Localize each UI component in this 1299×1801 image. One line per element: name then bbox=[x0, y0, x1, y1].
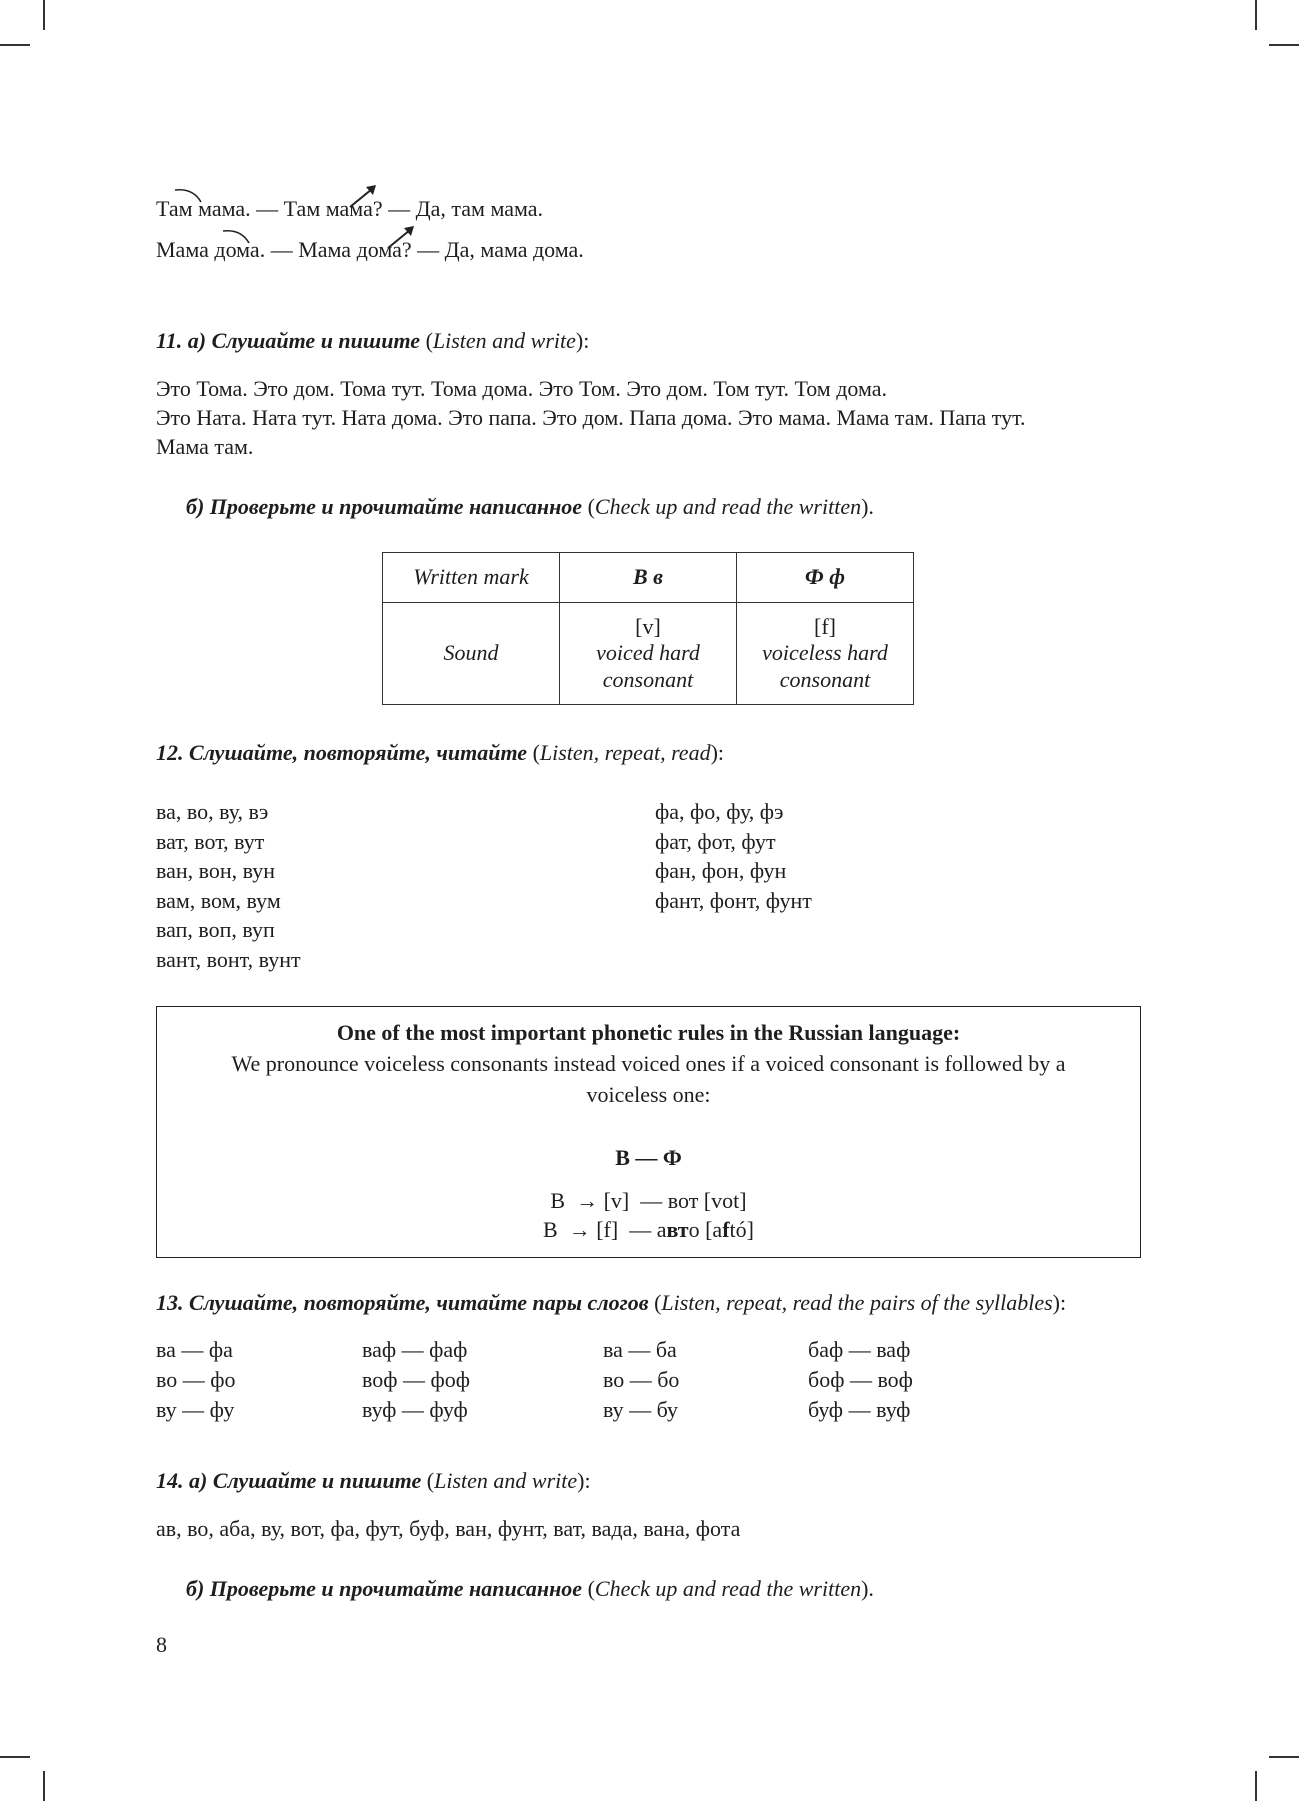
crop-mark bbox=[43, 0, 45, 30]
list-item: ву — бу bbox=[603, 1397, 678, 1422]
list-item: вант, вонт, вунт bbox=[156, 946, 301, 972]
list-item: фант, фонт, фунт bbox=[655, 887, 812, 913]
rule-example: В → [f] — авто [aftó] bbox=[543, 1217, 754, 1242]
exercise-11-title: 11. а) Слушайте и пишите (Listen and write): bbox=[156, 328, 590, 353]
exercise-11-text-line: Это Ната. Ната тут. Ната дома. Это папа. Это дом. Папа дома. Это мама. Мама там. Папа тут. bbox=[156, 405, 1026, 430]
page-number: 8 bbox=[156, 1632, 167, 1657]
falling-intonation-icon bbox=[171, 186, 211, 206]
list-item: во — фо bbox=[156, 1367, 236, 1392]
list-item: ву — фу bbox=[156, 1397, 235, 1422]
list-item: боф — воф bbox=[808, 1367, 913, 1392]
list-item: ват, вот, вут bbox=[156, 828, 265, 854]
list-item: фан, фон, фун bbox=[655, 858, 787, 883]
exercise-11-text-line: Это Тома. Это дом. Тома тут. Тома дома. Это Том. Это дом. Том тут. Том дома. bbox=[156, 376, 888, 401]
crop-mark bbox=[43, 1771, 45, 1801]
list-item: ва, во, ву, вэ bbox=[156, 799, 269, 824]
crop-mark bbox=[1255, 0, 1257, 30]
exercise-14-title: 14. а) Слушайте и пишите (Listen and write): bbox=[156, 1468, 591, 1493]
phonetic-rule-box bbox=[156, 1006, 1141, 1258]
crop-mark bbox=[1269, 44, 1299, 46]
list-item: ва — ба bbox=[603, 1337, 677, 1362]
falling-intonation-icon bbox=[219, 227, 259, 247]
list-item: вуф — фуф bbox=[362, 1397, 468, 1422]
exercise-13-column-4 bbox=[808, 1335, 913, 1425]
crop-mark bbox=[0, 1756, 30, 1758]
list-item: вам, вом, вум bbox=[156, 887, 281, 913]
list-item: во — бо bbox=[603, 1367, 680, 1392]
list-item: баф — ваф bbox=[808, 1337, 911, 1362]
list-item: буф — вуф bbox=[808, 1397, 911, 1422]
exercise-12-right-column bbox=[655, 797, 812, 915]
exercise-14b-title: б) Проверьте и прочитайте написанное (Check up and read the written). bbox=[186, 1576, 874, 1601]
table-letter-f: Ф ф bbox=[737, 553, 914, 603]
exercise-11b-title: б) Проверьте и прочитайте написанное (Check up and read the written). bbox=[186, 494, 874, 519]
exercise-13-title: 13. Слушайте, повторяйте, читайте пары слогов (Listen, repeat, read the pairs of the syllables): bbox=[156, 1290, 1067, 1315]
exercise-11-text-line: Мама там. bbox=[156, 434, 254, 459]
table-label-written-mark: Written mark bbox=[383, 553, 560, 603]
exercise-13-column-3 bbox=[603, 1335, 679, 1425]
rising-intonation-icon bbox=[346, 183, 382, 209]
table-sound-v: [v] voiced hard consonant bbox=[560, 603, 737, 705]
rising-intonation-icon bbox=[384, 224, 420, 250]
rule-example: В → [v] — вот [vot] bbox=[550, 1188, 747, 1213]
intonation-line-2: Мама дома. — Мама дома? — Да, мама дома. bbox=[156, 237, 584, 262]
list-item: ваф — фаф bbox=[362, 1337, 468, 1362]
exercise-12-title: 12. Слушайте, повторяйте, читайте (Listen, repeat, read): bbox=[156, 740, 725, 765]
table-sound-f: [f] voiceless hard consonant bbox=[737, 603, 914, 705]
list-item: фат, фот, фут bbox=[655, 828, 776, 854]
exercise-13-column-1 bbox=[156, 1335, 236, 1425]
table-label-sound: Sound bbox=[383, 603, 560, 705]
rule-text: voiceless one: bbox=[586, 1082, 711, 1107]
crop-mark bbox=[1255, 1771, 1257, 1801]
exercise-13-column-2 bbox=[362, 1335, 470, 1425]
crop-mark bbox=[0, 44, 30, 46]
letters-table bbox=[382, 552, 914, 705]
exercise-12-left-column bbox=[156, 797, 301, 974]
list-item: ва — фа bbox=[156, 1337, 233, 1362]
list-item: вап, воп, вуп bbox=[156, 917, 275, 942]
rule-heading: One of the most important phonetic rules in the Russian language: bbox=[336, 1020, 961, 1045]
list-item: ван, вон, вун bbox=[156, 858, 276, 883]
rule-pair: В — Ф bbox=[615, 1145, 682, 1170]
exercise-14-text: ав, во, аба, ву, вот, фа, фут, буф, ван, фунт, ват, вада, вана, фота bbox=[156, 1516, 741, 1541]
list-item: фа, фо, фу, фэ bbox=[655, 799, 784, 824]
intonation-line-1: Там мама. — Там мама? — Да, там мама. bbox=[156, 196, 544, 221]
rule-text: We pronounce voiceless consonants instead voiced ones if a voiced consonant is followed by a bbox=[231, 1051, 1066, 1076]
crop-mark bbox=[1269, 1756, 1299, 1758]
table-letter-v: В в bbox=[560, 553, 737, 603]
list-item: воф — фоф bbox=[362, 1367, 471, 1392]
